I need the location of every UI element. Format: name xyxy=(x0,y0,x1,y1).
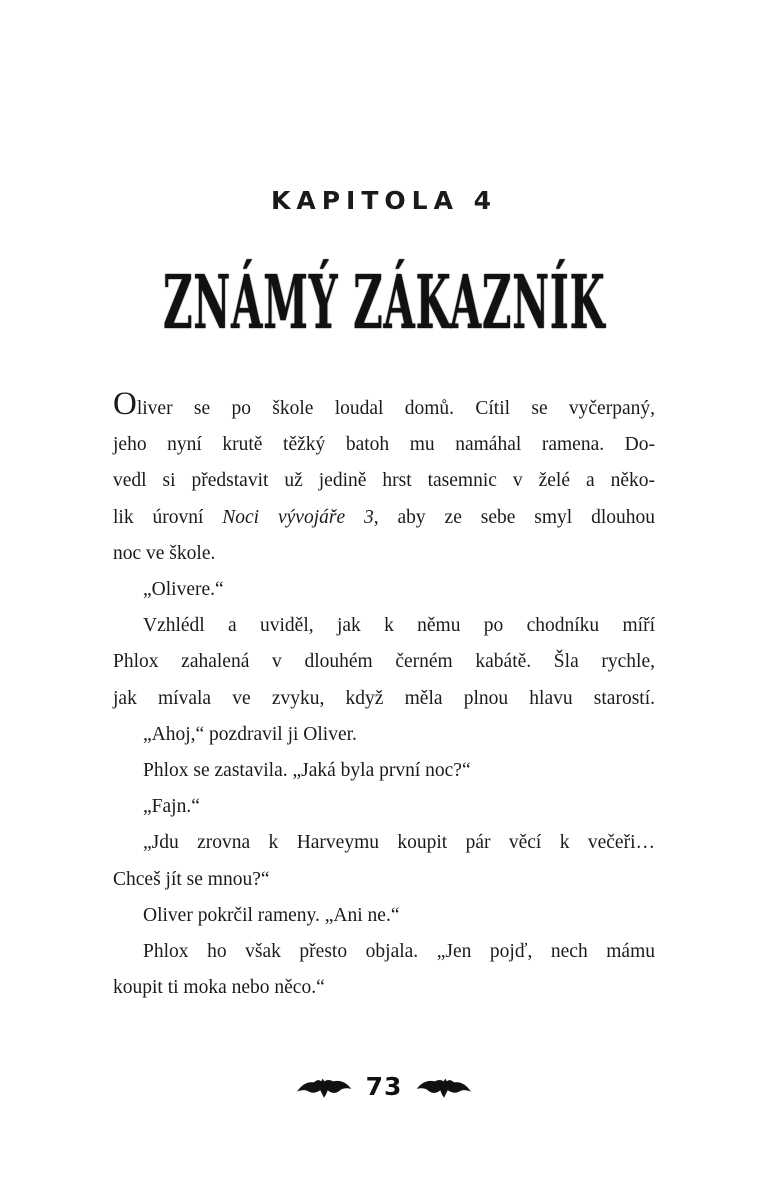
text-line: noc ve škole. xyxy=(113,542,216,564)
text-line: Phlox zahalená v dlouhém černém kabátě. Šla rychle, xyxy=(113,651,655,673)
text-line: jeho nyní krutě těžký batoh mu namáhal ramena. Do- xyxy=(113,434,655,456)
text-line: „Fajn.“ xyxy=(143,796,200,818)
body-text xyxy=(113,386,655,1006)
page-number: 73 xyxy=(365,1072,403,1101)
text-line: koupit ti moka nebo něco.“ xyxy=(113,977,325,999)
chapter-label: KAPITOLA 4 xyxy=(270,186,498,215)
text-line: Phlox se zastavila. „Jaká byla první noc?“ xyxy=(143,760,471,782)
text-line: Vzhlédl a uviděl, jak k němu po chodníku míří xyxy=(143,615,655,637)
text-line: Phlox ho však přesto objala. „Jen pojď, nech mámu xyxy=(143,941,655,963)
text-line: vedl si představit už jedině hrst tasemnic v želé a něko- xyxy=(113,470,655,492)
chapter-title xyxy=(0,260,768,350)
text-line: Chceš jít se mnou?“ xyxy=(113,868,270,890)
bat-icon xyxy=(416,1073,472,1101)
text-line: „Ahoj,“ pozdravil ji Oliver. xyxy=(143,723,357,745)
text-line: „Olivere.“ xyxy=(143,579,224,601)
initial-cap: O xyxy=(113,386,137,422)
text-line: Oliver pokrčil rameny. „Ani ne.“ xyxy=(143,904,400,926)
text-line: „Jdu zrovna k Harveymu koupit pár věcí k večeři… xyxy=(143,832,655,854)
page-footer xyxy=(0,1072,768,1101)
text-line: lik úrovní Noci vývojáře 3, aby ze sebe smyl dlouhou xyxy=(113,506,655,528)
bat-icon xyxy=(296,1073,352,1101)
text-line: Oliver se po škole loudal domů. Cítil se vyčerpaný, xyxy=(113,386,655,422)
chapter-title-text: ZNÁMÝ ZÁKAZNÍK xyxy=(162,260,606,347)
text-line: jak mívala ve zvyku, když měla plnou hlavu starostí. xyxy=(113,687,655,709)
